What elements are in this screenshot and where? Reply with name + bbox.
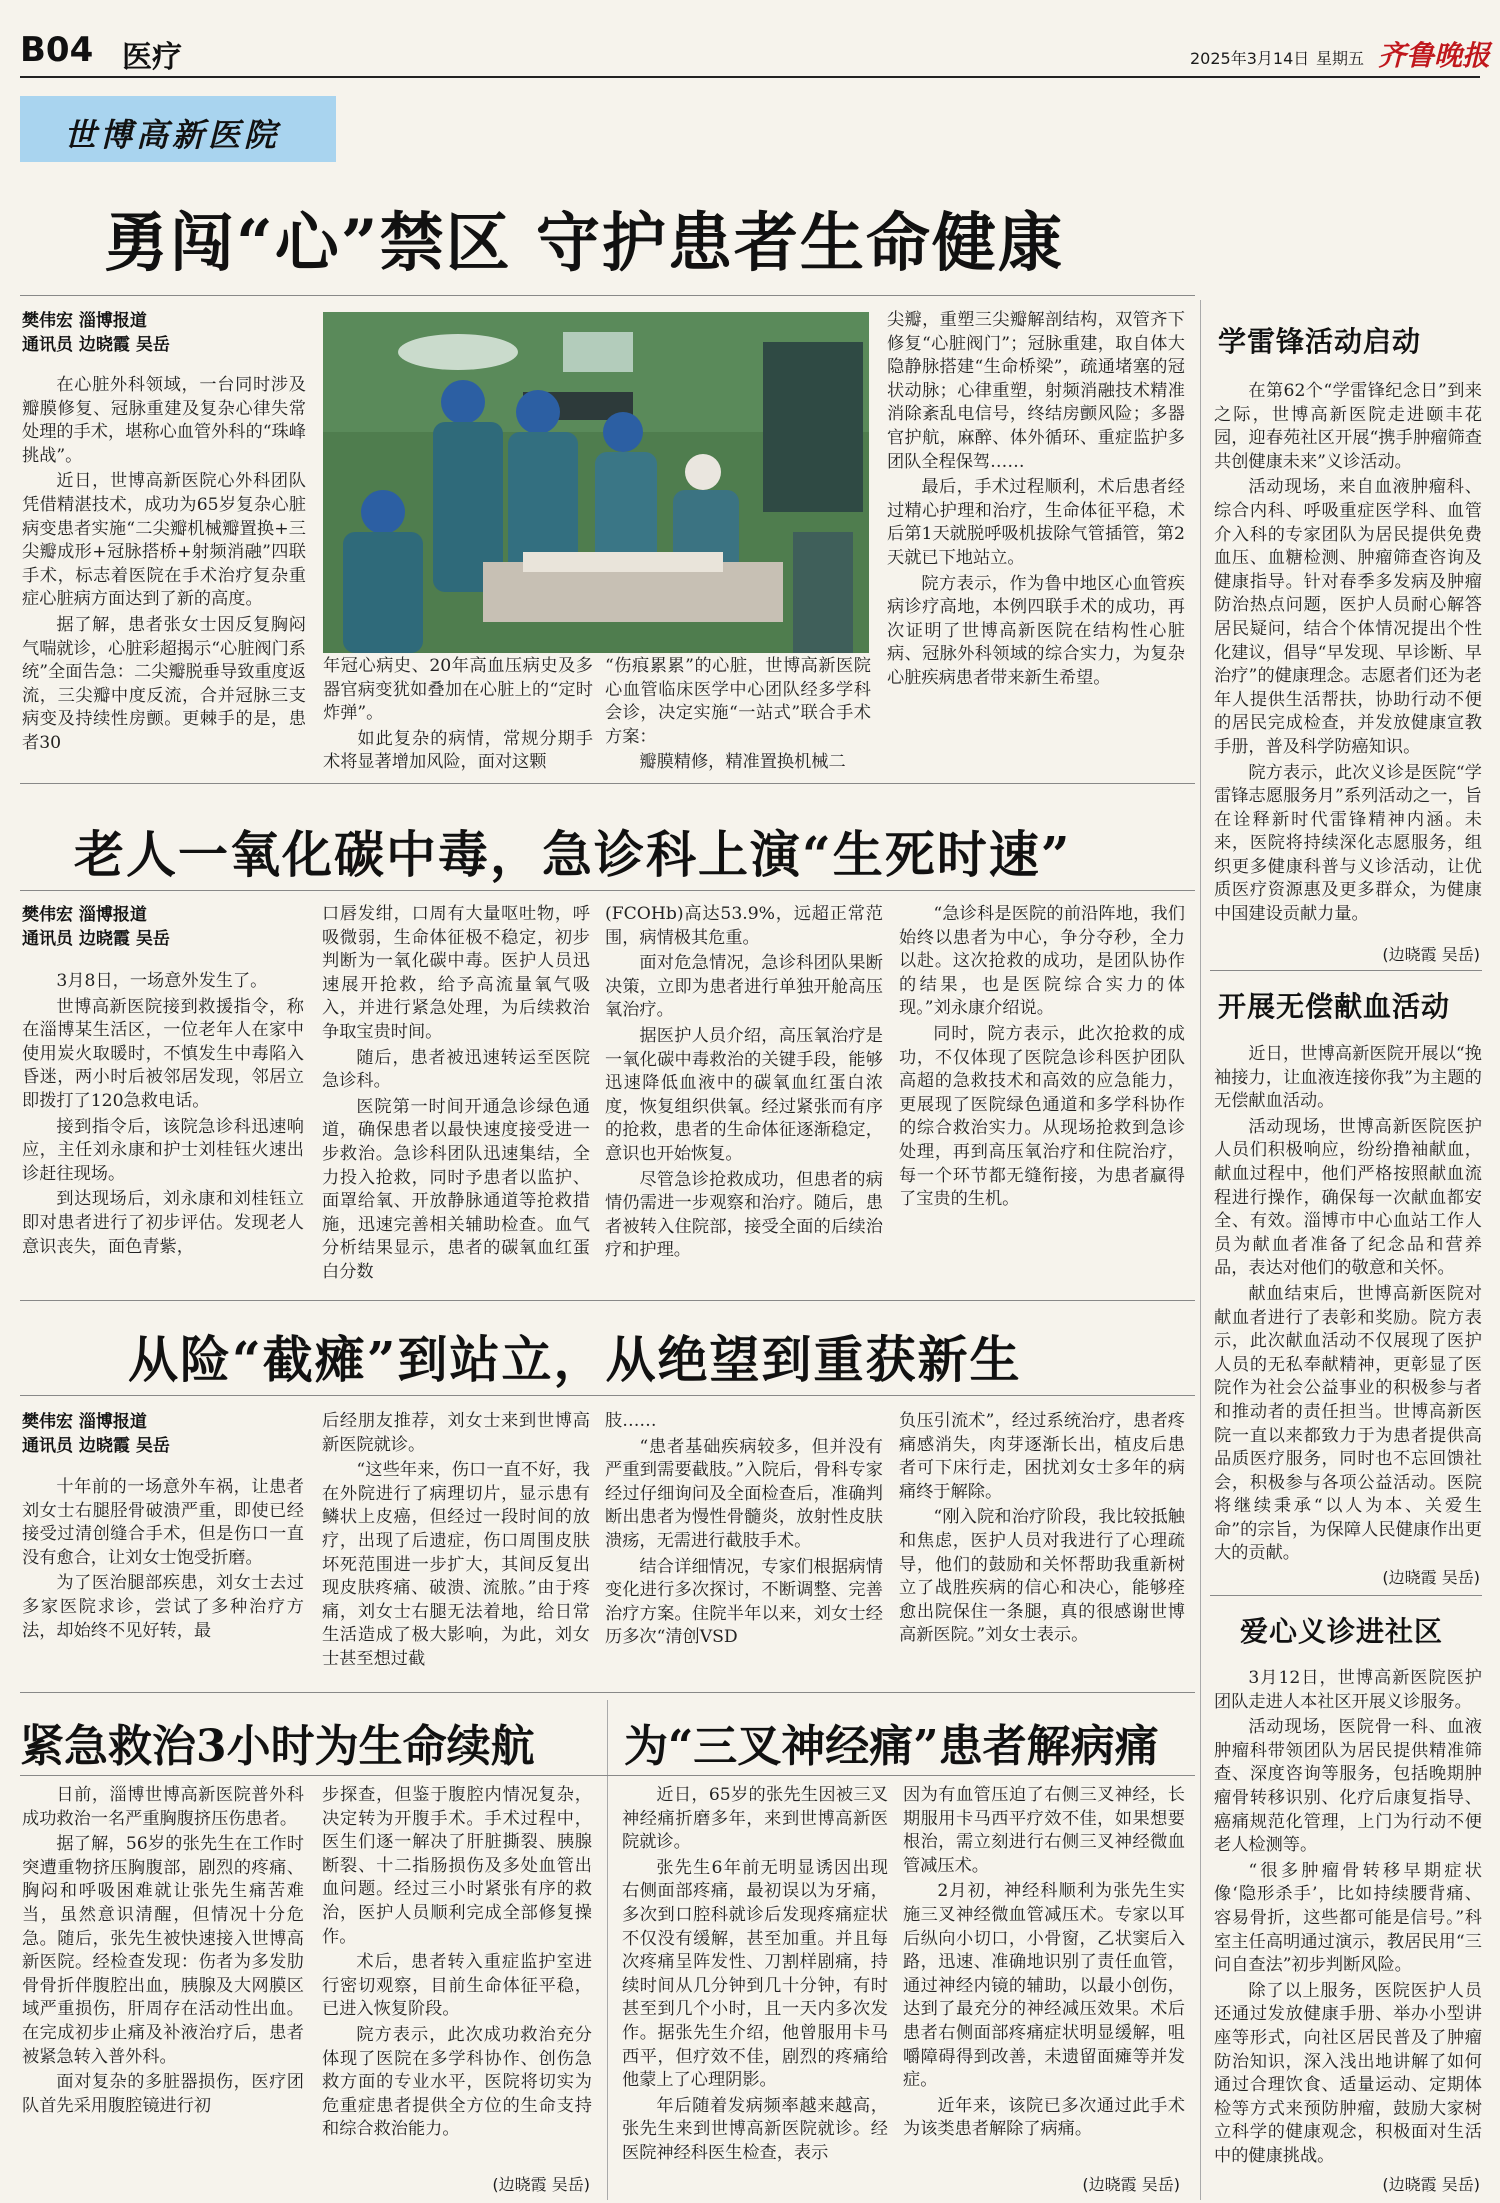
surgery-photo	[323, 312, 869, 653]
sidebar2-heading: 开展无偿献血活动	[1218, 990, 1451, 1023]
sidebar1-signature: (边晓霞 吴岳)	[1382, 945, 1480, 964]
sidebar3-signature: (边晓霞 吴岳)	[1382, 2175, 1480, 2194]
article5-signature: (边晓霞 吴岳)	[1082, 2175, 1180, 2194]
article3-headline: 从险“截瘫”到站立，从绝望到重获新生	[128, 1330, 1022, 1389]
byline-correspondent: 通讯员 边晓霞 吴岳	[22, 335, 170, 355]
section-name: 医疗	[122, 40, 182, 75]
article1-photo-caption-left: 年冠心病史、20年高血压病史及多器官病变犹如叠加在心脏上的“定时炸弹”。 如此复杂的病情，常规分期手术将显著增加风险，面对这颗	[323, 656, 593, 773]
article1-byline	[22, 309, 302, 357]
hospital-banner	[20, 96, 336, 162]
masthead-rule	[20, 76, 1480, 78]
issue-date: 2025年3月14日	[1190, 49, 1310, 68]
sidebar2-signature: (边晓霞 吴岳)	[1382, 1568, 1480, 1587]
article5-col1: 近日，65岁的张先生因被三叉神经痛折磨多年，来到世博高新医院就诊。 张先生6年前无明显诱因出现右侧面部疼痛，最初误以为牙痛，多次到口腔科就诊后发现疼痛症状不仅没有缓解，甚至加重。并且每次疼痛呈阵发性、刀割样剧痛，持续时间从几分钟到几十分钟，有时甚至到几个小时，且一天内多次发作。据张先生介绍，他曾服用卡马西平，但疗效不佳，剧烈的疼痛给他蒙上了心理阴影。 年后随着发病频率越来越高，张先生来到世博高新医院就诊。经医院神经科医生检查，表示	[622, 1785, 888, 2163]
article1-headline: 勇闯“心”禁区 守护患者生命健康	[104, 206, 1064, 281]
article4-col2: 步探查，但鉴于腹腔内情况复杂，决定转为开腹手术。手术过程中，医生们逐一解决了肝脏撕裂、胰腺断裂、十二指肠损伤及多处血管出血问题。经过三小时紧张有序的救治，医护人员顺利完成全部修复操作。 术后，患者转入重症监护室进行密切观察，目前生命体征平稳，已进入恢复阶段。 院方表示，此次成功救治充分体现了医院在多学科协作、创伤急救方面的专业水平，医院将切实为危重症患者提供全方位的生命支持和综合救治能力。	[322, 1785, 592, 2140]
paper-logo: 齐鲁晚报	[1378, 39, 1491, 72]
article5-col2: 因为有血管压迫了右侧三叉神经，长期服用卡马西平疗效不佳，如果想要根治，需立刻进行右侧三叉神经微血管减压术。 2月初，神经科顺利为张先生实施三叉神经微血管减压术。专家以耳后纵向小切口，小骨窗，乙状窦后入路，迅速、准确地识别了责任血管，通过神经内镜的辅助，以最小创伤，达到了最充分的神经减压效果。术后患者右侧面部疼痛症状明显缓解，咀嚼障碍得到改善，未遗留面瘫等并发症。 近年来，该院已多次通过此手术为该类患者解除了病痛。	[903, 1785, 1185, 2140]
sidebar3-body: 3月12日，世博高新医院医护团队走进人本社区开展义诊服务。 活动现场，医院骨一科、血液肿瘤科带领团队为居民提供精准筛查、深度咨询等服务，包括晚期肿瘤骨转移识别、化疗后康复指导、癌痛规范化管理，上门为行动不便老人检测等。 “很多肿瘤骨转移早期症状像‘隐形杀手’，比如持续腰背痛、容易骨折，这些都可能是信号。”科室主任高明通过演示，教居民用“三问自查法”初步判断风险。 除了以上服务，医院医护人员还通过发放健康手册、举办小型讲座等形式，向社区居民普及了肿瘤防治知识，深入浅出地讲解了如何通过合理饮食、适量运动、定期体检等方式来预防肿瘤，鼓励大家树立科学的健康观念，积极面对生活中的健康挑战。	[1214, 1668, 1482, 2166]
article3-col2: 后经朋友推荐，刘女士来到世博高新医院就诊。 “这些年来，伤口一直不好，我在外院进行了病理切片，显示患有鳞状上皮癌，但经过一段时间的放疗，出现了后遗症，伤口周围皮肤坏死范围进一步扩大，其间反复出现皮肤疼痛、破溃、流脓。”由于疼痛，刘女士右腿无法着地，给日常生活造成了极大影响，为此，刘女士甚至想过截	[322, 1411, 590, 1669]
article4-signature: (边晓霞 吴岳)	[492, 2175, 590, 2194]
sidebar1-body: 在第62个“学雷锋纪念日”到来之际，世博高新医院走进颐丰花园，迎春苑社区开展“携手肿瘤筛查 共创健康未来”义诊活动。 活动现场，来自血液肿瘤科、综合内科、呼吸重症医学科、血管介入科的专家团队为居民提供免费血压、血糖检测、肿瘤筛查咨询及健康指导。针对春季多发病及肿瘤防治热点问题，医护人员耐心解答居民疑问，结合个体情况提出个性化建议，倡导“早发现、早诊断、早治疗”的健康理念。志愿者们还为老年人提供生活帮扶，协助行动不便的居民完成检查，并发放健康宣教手册，普及科学防癌知识。 院方表示，此次义诊是医院“学雷锋志愿服务月”系列活动之一，旨在诠释新时代雷锋精神内涵。未来，医院将持续深化志愿服务，组织更多健康科普与义诊活动，让优质医疗资源惠及更多群众，为健康中国建设贡献力量。	[1214, 381, 1482, 925]
byline-reporter: 樊伟宏 淄博报道	[22, 311, 147, 331]
article3-col1: 十年前的一场意外车祸，让患者刘女士右腿胫骨破溃严重，即使已经接受过清创缝合手术，但是伤口一直没有愈合，让刘女士饱受折磨。 为了医治腿部疾患，刘女士去过多家医院求诊，尝试了多种治疗方法，却始终不见好转，最	[22, 1477, 304, 1641]
masthead	[0, 0, 1500, 90]
article2-col1: 3月8日，一场意外发生了。 世博高新医院接到救援指令，称在淄博某生活区，一位老年人在家中使用炭火取暖时，不慎发生中毒陷入昏迷，两小时后被邻居发现，邻居立即拨打了120急救电话。 接到指令后，该院急诊科迅速响应，主任刘永康和护士刘桂钰火速出诊赶往现场。 到达现场后，刘永康和刘桂钰立即对患者进行了初步评估。发现老人意识丧失，面色青紫，	[22, 971, 304, 1257]
article3-byline: 樊伟宏 淄博报道 通讯员 边晓霞 吴岳	[22, 1412, 170, 1456]
article2-headline: 老人一氧化碳中毒，急诊科上演“生死时速”	[74, 825, 1072, 884]
article2-col2: 口唇发绀，口周有大量呕吐物，呼吸微弱，生命体征极不稳定，初步判断为一氧化碳中毒。医护人员迅速展开抢救，给予高流量氧气吸入，并进行紧急处理，为后续救治争取宝贵时间。 随后，患者被迅速转运至医院急诊科。 医院第一时间开通急诊绿色通道，确保患者以最快速度接受进一步救治。急诊科团队迅速集结，全力投入抢救，同时予患者以监护、面罩给氧、开放静脉通道等抢救措施，迅速完善相关辅助检查。血气分析结果显示，患者的碳氧血红蛋白分数	[322, 904, 590, 1282]
article1-col4: 尖瓣，重塑三尖瓣解剖结构，双管齐下修复“心脏阀门”；冠脉重建，取自体大隐静脉搭建“生命桥梁”，疏通堵塞的冠状动脉；心律重塑，射频消融技术精准消除紊乱电信号，终结房颤风险；多器官护航，麻醉、体外循环、重症监护多团队全程保驾…… 最后，手术过程顺利，术后患者经过精心护理和治疗，生命体征平稳，术后第1天就脱呼吸机拔除气管插管，第2天就已下地站立。 院方表示，作为鲁中地区心血管疾病诊疗高地，本例四联手术的成功，再次证明了世博高新医院在结构性心脏病、冠脉外科领域的综合实力，为复杂心脏疾病患者带来新生希望。	[887, 310, 1185, 688]
article2-col4: “急诊科是医院的前沿阵地，我们始终以患者为中心，争分夺秒，全力以赴。这次抢救的成功，是团队协作的结果，也是医院综合实力的体现。”刘永康介绍说。 同时，院方表示，此次抢救的成功，不仅体现了医院急诊科医护团队高超的急救技术和高效的应急能力，更展现了医院绿色通道和多学科协作的综合救治实力。从现场抢救到急诊处理，再到高压氧治疗和住院治疗，每一个环节都无缝衔接，为患者赢得了宝贵的生机。	[899, 904, 1185, 1210]
banner-label: 世博高新医院	[64, 116, 281, 154]
article4-headline: 紧急救治3小时为生命续航	[20, 1721, 535, 1772]
article3-col4: 负压引流术”，经过系统治疗，患者疼痛感消失，肉芽逐渐长出，植皮后患者可下床行走，困扰刘女士多年的病痛终于解除。 “刚入院和治疗阶段，我比较抵触和焦虑，医护人员对我进行了心理疏导，他们的鼓励和关怀帮助我重新树立了战胜疾病的信心和决心，能够痊愈出院保住一条腿，真的很感谢世博高新医院。”刘女士表示。	[899, 1411, 1185, 1646]
article3-col3: 肢…… “患者基础疾病较多，但并没有严重到需要截肢。”入院后，骨科专家经过仔细询问及全面检查后，准确判断出患者为慢性骨髓炎，放射性皮肤溃疡，无需进行截肢手术。 结合详细情况，专家们根据病情变化进行多次探讨，不断调整、完善治疗方案。住院半年以来，刘女士经历多次“清创VSD	[605, 1411, 883, 1648]
sidebar1-heading: 学雷锋活动启动	[1218, 325, 1422, 358]
article2-byline: 樊伟宏 淄博报道 通讯员 边晓霞 吴岳	[22, 905, 170, 949]
article1-photo-caption-right: “伤痕累累”的心脏，世博高新医院心血管临床医学中心团队经多学科会诊，决定实施“一站式”联合手术方案： 瓣膜精修，精准置换机械二	[605, 656, 871, 773]
page-code: B04	[20, 30, 94, 70]
article5-headline: 为“三叉神经痛”患者解病痛	[624, 1721, 1159, 1772]
sidebar3-heading: 爱心义诊进社区	[1240, 1615, 1444, 1648]
article2-col3: (FCOHb)高达53.9%，远超正常范围，病情极其危重。 面对危急情况，急诊科团队果断决策，立即为患者进行单独开舱高压氧治疗。 据医护人员介绍，高压氧治疗是一氧化碳中毒救治的关键手段，能够迅速降低血液中的碳氧血红蛋白浓度，恢复组织供氧。经过紧张而有序的抢救，患者的生命体征逐渐稳定，意识也开始恢复。 尽管急诊抢救成功，但患者的病情仍需进一步观察和治疗。随后，患者被转入住院部，接受全面的后续治疗和护理。	[605, 904, 883, 1261]
article1-col1: 在心脏外科领域，一台同时涉及瓣膜修复、冠脉重建及复杂心律失常处理的手术，堪称心血管外科的“珠峰挑战”。 近日，世博高新医院心外科团队凭借精湛技术，成功为65岁复杂心脏病变患者实施“二尖瓣机械瓣置换+三尖瓣成形+冠脉搭桥+射频消融”四联手术，标志着医院在手术治疗复杂重症心脏病方面达到了新的高度。 据了解，患者张女士因反复胸闷气喘就诊，心脏彩超揭示“心脏阀门系统”全面告急：二尖瓣脱垂导致重度返流，三尖瓣中度反流，合并冠脉三支病变及持续性房颤。更棘手的是，患者30	[22, 375, 306, 753]
article4-col1: 日前，淄博世博高新医院普外科成功救治一名严重胸腹挤压伤患者。 据了解，56岁的张先生在工作时突遭重物挤压胸腹部，剧烈的疼痛、胸闷和呼吸困难就让张先生痛苦难当，虽然意识清醒，但情况十分危急。随后，张先生被快速接入世博高新医院。经检查发现：伤者为多发肋骨骨折伴腹腔出血，胰腺及大网膜区域严重损伤，肝周存在活动性出血。在完成初步止痛及补液治疗后，患者被紧急转入普外科。 面对复杂的多脏器损伤，医疗团队首先采用腹腔镜进行初	[22, 1785, 304, 2116]
weekday: 星期五	[1316, 49, 1365, 68]
sidebar2-body: 近日，世博高新医院开展以“挽袖接力，让血液连接你我”为主题的无偿献血活动。 活动现场，世博高新医院医护人员们积极响应，纷纷撸袖献血，献血过程中，他们严格按照献血流程进行操作，确保每一次献血都安全、有效。淄博市中心血站工作人员为献血者准备了纪念品和营养品，表达对他们的敬意和关怀。 献血结束后，世博高新医院对献血者进行了表彰和奖励。院方表示，此次献血活动不仅展现了医护人员的无私奉献精神，更彰显了医院作为社会公益事业的积极参与者和推动者的责任担当。世博高新医院一直以来都致力于为患者提供高品质医疗服务，同时也不忘回馈社会，积极参与各项公益活动。医院将继续秉承“以人为本、关爱生命”的宗旨，为保障人民健康作出更大的贡献。	[1214, 1044, 1482, 1564]
